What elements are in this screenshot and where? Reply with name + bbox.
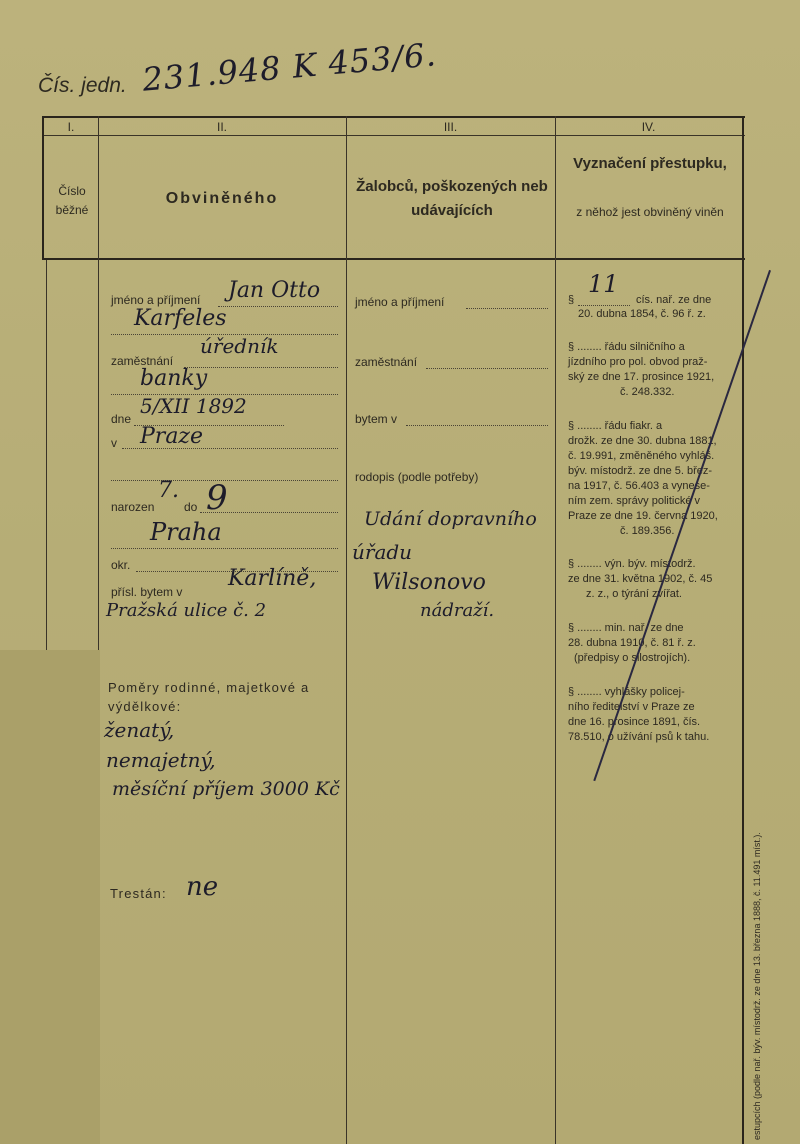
right-border [742, 116, 744, 1144]
offence-p4-c: z. z., o týrání zvířat. [586, 588, 682, 600]
offence-p2-c: ský ze dne 17. prosince 1921, [568, 371, 715, 383]
offence-p1-rest: cís. nař. ze dne [636, 294, 712, 306]
col2-title: Obviněného [165, 190, 279, 207]
complainant-value-3: Wilsonovo [372, 570, 486, 595]
accused-district-label: okr. [111, 558, 131, 572]
offence-p6-d: 78.510, o užívání psů k tahu. [568, 731, 710, 743]
roman-row-border [42, 135, 745, 136]
complainant-resid-line [406, 425, 548, 426]
offence-p6-c: dne 16. prosince 1891, čís. [568, 716, 701, 728]
accused-pomery-label: Poměry rodinné, majetkové a výdělkové: [108, 680, 310, 714]
offence-p3-e: na 1917, č. 56.403 a vynese- [568, 480, 710, 492]
accused-born-value: 7. [158, 478, 179, 503]
offence-p6-b: ního ředitelství v Praze ze [568, 701, 695, 713]
offence-p4-a: § ........ výn. býv. místodrž. [568, 558, 696, 570]
left-border-lower [46, 260, 47, 650]
accused-occupation-value-2: banky [140, 366, 208, 391]
offence-p5-c: (předpisy o silostrojích). [574, 652, 691, 664]
accused-pomery-3: měsíční příjem 3000 Kč [112, 778, 340, 800]
accused-pomery-1: ženatý, [104, 718, 175, 742]
complainant-rodopis-label: rodopis (podle potřeby) [355, 470, 479, 484]
accused-born-place: Praha [150, 518, 222, 546]
accused-trestan-value: ne [186, 872, 219, 902]
cis-jedn-number: 231.948 K 453/6. [140, 35, 439, 99]
accused-name-label: jméno a příjmení [111, 293, 201, 307]
col-divider-2 [346, 116, 347, 1144]
offence-p3-a: § ........ řádu fiakr. a [568, 420, 663, 432]
col4-title-1: Vyznačení přestupku, [573, 155, 727, 172]
complainant-value-2: úřadu [352, 540, 413, 564]
offence-p1-section: § [568, 294, 575, 306]
offence-p1-line2: 20. dubna 1854, č. 96 ř. z. [578, 308, 706, 320]
offence-p5-b: 28. dubna 1910, č. 81 ř. z. [568, 637, 696, 649]
offence-p2-b: jízdního pro pol. obvod praž- [568, 356, 708, 368]
offence-p2-a: § ........ řádu silničního a [568, 341, 685, 353]
accused-occupation-label: zaměstnání [111, 354, 174, 368]
offence-p1-line [578, 305, 630, 306]
col4-title-2: z něhož jest obviněný viněn [576, 205, 724, 219]
offence-p3-g: Praze ze dne 19. června 1920, [568, 510, 718, 522]
accused-in-value: Praze [140, 424, 204, 449]
margin-vertical-note: estupcích (podle nař. býv. místodrž. ze dne 13. března 1888, č. 11.491 míst.). [752, 832, 762, 1140]
roman-I: I. [67, 120, 75, 134]
accused-resid-label: přísl. bytem v [111, 585, 183, 599]
accused-date-value: 5/XII 1892 [140, 394, 247, 418]
header-bottom-border [42, 258, 745, 260]
roman-III: III. [443, 120, 458, 134]
offence-p3-f: ním zem. správy politické v [568, 495, 701, 507]
accused-surname-value: Karfeles [134, 306, 227, 331]
accused-born-label: narozen [111, 500, 155, 514]
complainant-name-label: jméno a příjmení [355, 295, 445, 309]
accused-born-line-2 [111, 548, 338, 549]
accused-pomery-2: nemajetný, [106, 748, 216, 772]
roman-II: II. [216, 120, 227, 134]
left-border [42, 116, 44, 260]
offence-p3-d: býv. místodrž. ze dne 5. břez- [568, 465, 713, 477]
complainant-name-line [466, 308, 548, 309]
complainant-resid-label: bytem v [355, 412, 398, 426]
accused-to-value: 9 [206, 478, 228, 518]
offence-p2-d: č. 248.332. [620, 386, 675, 398]
accused-resid-street: Pražská ulice č. 2 [106, 600, 267, 621]
paper-shadow [0, 650, 100, 1144]
offence-p1-number: 11 [588, 270, 619, 298]
col1-title: Číslo běžné [55, 184, 89, 217]
accused-in-label: v [111, 436, 117, 450]
accused-name-line [218, 306, 338, 307]
offence-p3-b: drožk. ze dne 30. dubna 1881, [568, 435, 717, 447]
table-top-border [42, 116, 745, 118]
roman-IV: IV. [641, 120, 656, 134]
offence-p3-h: č. 189.356. [620, 525, 675, 537]
complainant-occupation-line [426, 368, 548, 369]
offence-p6-a: § ........ vyhlášky policej- [568, 686, 685, 698]
complainant-occupation-label: zaměstnání [355, 355, 418, 369]
complainant-value-4: nádraží. [420, 600, 495, 621]
offence-p4-b: ze dne 31. května 1902, č. 45 [568, 573, 713, 585]
accused-resid-value: Karlíně, [228, 566, 317, 591]
col-divider-3 [555, 116, 556, 1144]
accused-name-value: Jan Otto [228, 278, 321, 303]
complainant-value-1: Udání dopravního [364, 508, 537, 530]
cis-jedn-label: Čís. jedn. [38, 74, 127, 97]
accused-to-label: do [184, 500, 198, 514]
offence-p3-c: č. 19.991, změněného vyhláš. [568, 450, 715, 462]
accused-trestan-label: Trestán: [110, 886, 167, 901]
accused-occupation-value: úředník [200, 334, 279, 358]
accused-date-label: dne [111, 412, 132, 426]
offence-p5-a: § ........ min. nař. ze dne [568, 622, 684, 634]
col3-title: Žalobců, poškozených neb udávajících [356, 178, 548, 219]
